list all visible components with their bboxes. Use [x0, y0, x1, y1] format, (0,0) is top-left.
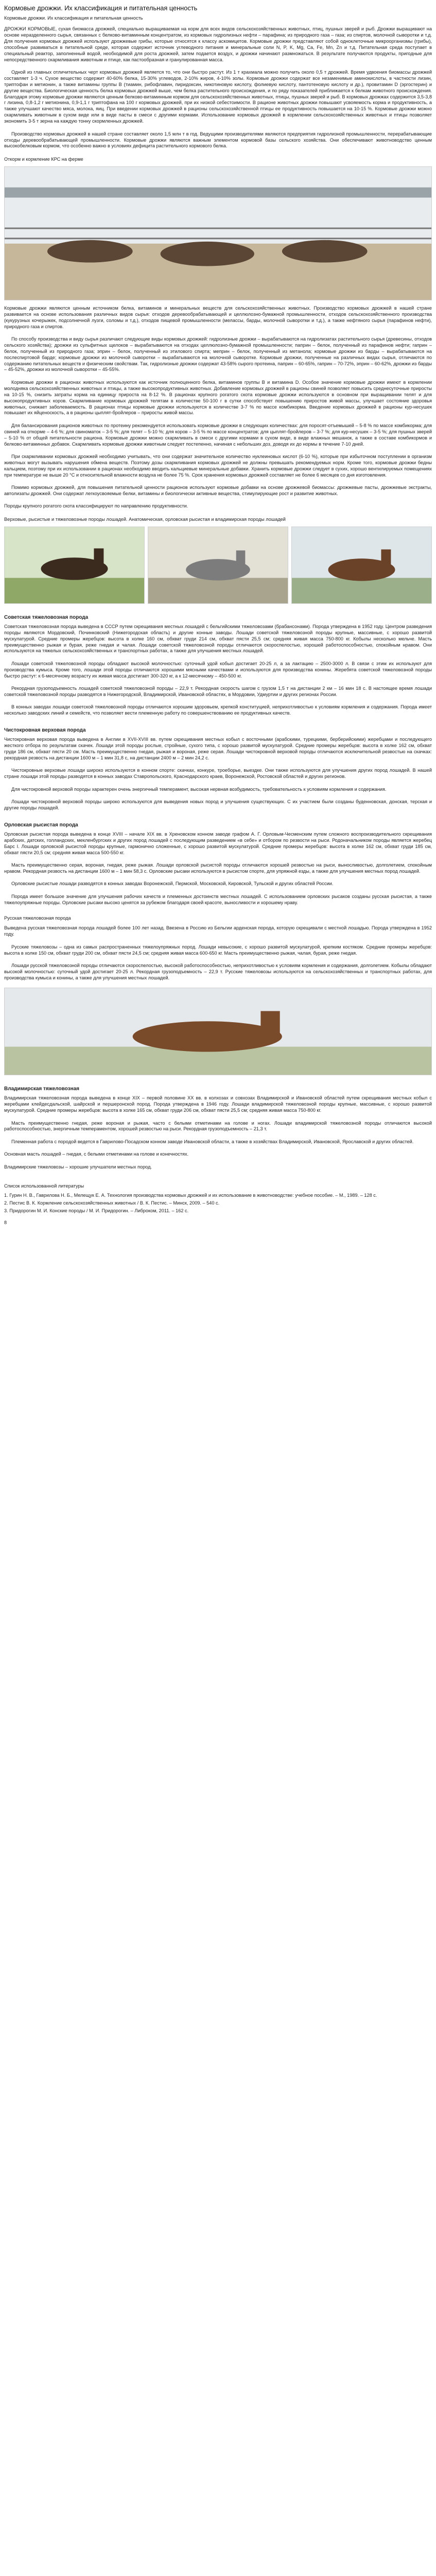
intro-section [4, 26, 432, 149]
paragraph: Масть преимущественно серая, вороная, гнедая, реже рыжая. Лошади орловской рысистой породы отличаются хорошей резвостью на рыси, выносливостью, долголетием, спокойным нравом. Рекордная резвость на дистанции 1600 м – 1 мин 58,3 с. Орловские рысаки используются в рысистом спорте, для упряжной езды, а также для улучшения местных пород лошадей. [4, 862, 433, 874]
paragraph: Масть преимущественно гнедая, реже вороная и рыжая, часто с белыми отметинами на голове и ногах. Лошади владимирской тяжеловозной породы отличаются высокой работоспособностью, энергичным темпераментом, хорошей резвостью на рыси. Рекордная грузоподъемность – 21,3 т. [4, 1120, 433, 1132]
section-subheading: Русская тяжеловозная порода [4, 916, 71, 921]
paragraph: Владимирская тяжеловозная порода выведена в конце XIX – первой половине XX вв. в колхозах и совхозах Владимирской и Ивановской областей путем скрещивания местных кобыл с жеребцами клейдесдальской, шайрской и першеронской пород. Порода утверждена в 1946 году. Лошади владимирской тяжеловозной породы крупные, массивные, с хорошо развитой мускулатурой. Средние промеры жеребцов: высота в холке 165 см, обхват груди 206 см, обхват пясти 25,5 см; средняя живая масса 750-800 кг. [4, 1095, 433, 1113]
paragraph: Орловские рысистые лошади разводятся в конных заводах Воронежской, Пермской, Московской, Кировской, Тульской и других областей России. [11, 881, 334, 887]
section-heading: Орловская рысистая порода [4, 822, 78, 828]
paragraph: Лошади советской тяжеловозной породы обладают высокой молочностью: суточный удой кобыл достигает 20-25 л, а за лактацию – 2500-3000 л. В связи с этим их используют для производства кумыса. Кроме того, лошади этой породы отличаются хорошими мясными качествами и используются для производства конины. Жеребята советской тяжеловозной породы быстро растут: к 6-месячному возрасту их живая масса достигает 300-320 кг, а к 12-месячному – 450-500 кг. [4, 660, 433, 679]
paragraph: В конных заводах лошади советской тяжеловозной породы отличаются хорошим здоровьем, крепкой конституцией, неприхотливостью к условиям кормления и содержания. Порода имеет несколько заводских линий и семейств, что позволяет вести племенную работу по совершенствованию ее продуктивных качеств. [4, 704, 433, 716]
paragraph: Производство кормовых дрожжей в нашей стране составляет около 1,5 млн т в год. Ведущими производителями являются предприятия гидролизной промышленности, перерабатывающие отходы деревообрабатывающей промышленности. Кормовые дрожжи являются важным элементом кормовой базы сельского хозяйства. Они обеспечивают животноводство ценным высокобелковым кормом, что особенно важно в условиях дефицита растительного кормового белка. [4, 131, 433, 149]
section-heading: Владимирская тяжеловозная [4, 1086, 80, 1092]
paragraph: Племенная работа с породой ведется в Гаврилово-Посадском конном заводе Ивановской области, а также в хозяйствах Владимирской, Ивановской, Ярославской и других областей. [11, 1139, 414, 1144]
page-title: Кормовые дрожжи. Их классификация и питательная ценность [4, 4, 198, 12]
horse-photo [148, 527, 288, 604]
sources-heading: Список использованной литературы [4, 1183, 84, 1189]
paragraph: Советская тяжеловозная порода выведена в СССР путем скрещивания местных лошадей с бельгийскими тяжеловозами (брабансонами). Порода утверждена в 1952 году. Центром разведения породы являются Мордовский, Починковский (Нижегородская область) и другие конные заводы. Лошади советской тяжеловозной породы крупные, массивные, с хорошо развитой мускулатурой. Средние промеры жеребцов: высота в холке 160 см, обхват груди 214 см, обхват пясти 25,5 см; средняя живая масса 750-800 кг. Кобылы несколько мельче. Масть преимущественно рыжая и бурая, реже гнедая и чалая. Лошади советской тяжеловозной породы отличаются скороспелостью, хорошей работоспособностью, спокойным нравом. Они используются на тяжелых сельскохозяйственных и транспортных работах, а также для улучшения местных лошадей. [4, 623, 433, 654]
figure-horses [4, 527, 432, 604]
paragraph: ДРОЖЖИ КОРМОВЫЕ, сухая биомасса дрожжей, специально выращиваемая на корм для всех видов сельскохозяйственных животных, птиц, пушных зверей и рыб. Дрожжи выращивают на основе неразделенного сырья, связанных с белково-витаминным концентратом, из кормовых гидролизных нефти – парафина; из природного газа – газа; из спиртов, молочной сыворотки и т.д. Для получения кормовых дрожжей используют дрожжевые грибы, которые относятся к классу аскомицетов. Кормовые дрожжи представляют собой одноклеточные микроорганизмы (грибы), способные развиваться в питательной среде, которая содержит источник углеводного питания и минеральные соли N, P, K, Mg, Ca, Fe, Mn, Zn и т.д. Питательная среда поступает в специальный реактор, заполненный водой, необходимой для роста дрожжей, затем подается воздух, и дрожжи начинают размножаться. В результате получаются продукты, пригодные для непосредственного скармливания животным и птице, как пастообразная и гранулированная масса. [4, 26, 433, 62]
paragraph: Для чистокровной верховой породы характерен очень энергичный темперамент, высокая нервная возбудимость, требовательность к условиям кормления и содержания. [11, 786, 387, 792]
paragraph: По способу производства и виду сырья различают следующие виды кормовых дрожжей: гидролизные дрожжи – вырабатываются на гидролизатах растительного сырья (древесины, отходов сельского хозяйства); дрожжи из сульфитных щелоков – вырабатываются на отходах целлюлозно-бумажной промышленности; паприн – белок, полученный из парафинов нефти; гаприн – белок, полученный из природного газа; эприн – белок, полученный из этилового спирта; меприн – белок, полученный из метанола; кормовые дрожжи из барды – вырабатываются на послеспиртовой барде; кормовые дрожжи из молочной сыворотки – вырабатываются на молочной сыворотке. Кормовые дрожжи, полученные на различных видах сырья, отличаются по содержанию питательных веществ и физическим свойствам. Так, гидролизные дрожжи содержат 43-58% сырого протеина, паприн – 60-65%, гаприн – 70-72%, эприн – 60-62%, дрожжи из барды – 45-52%, дрожжи из молочной сыворотки – 45-55%. [4, 336, 433, 372]
breed-section [4, 822, 432, 906]
paragraph: Лошади русской тяжеловозной породы отличаются скороспелостью, высокой работоспособностью, неприхотливостью к условиям кормления и содержания, долголетием. Кобылы обладают высокой молочностью: суточный удой достигает 20-25 л. Рекордная грузоподъемность – 22,9 т. Русские тяжеловозы используются на сельскохозяйственных и транспортных работах, для производства кумыса и конины, а также для улучшения местных лошадей. [4, 963, 433, 980]
paragraph: Орловская рысистая порода выведена в конце XVIII – начале XIX вв. в Хреновском конном заводе графом А. Г. Орловым-Чесменским путем сложного воспроизводительного скрещивания арабских, датских, голландских, мекленбургских и других пород лошадей с последующим разведением «в себе» и отбором по резвости на рыси. Родоначальником породы является жеребец Барс I. Лошади орловской рысистой породы крупные, гармонично сложенные, с хорошо развитой мускулатурой. Средние промеры жеребцов: высота в холке 162 см, обхват груди 185 см, обхват пясти 20,5 см; средняя живая масса 500-550 кг. [4, 831, 433, 855]
paragraph: Одной из главных отличительных черт кормовых дрожжей является то, что они быстро растут. Из 1 т крахмала можно получить около 0,5 т дрожжей. Время удвоения биомассы дрожжей составляет 1-3 ч. Сухое вещество содержит 40-60% белка, 15-30% углеводов, 2-10% жиров, 4-10% золы. Кормовые дрожжи содержат все незаменимые аминокислоты, в частности лизин, триптофан и метионин, а также витамины группы B (тиамин, рибофлавин, пиридоксин, никотиновую кислоту, фолиевую кислоту, пантотеновую кислоту и др.), провитамин D (эргостерин) и другие вещества. Биологическая ценность белка кормовых дрожжей выше, чем белка растительного происхождения, и по ряду показателей приближается к белкам животного происхождения. Благодаря этому кормовые дрожжи являются ценным белково-витаминным кормом для сельскохозяйственных животных, птицы, пушных зверей и рыб. В кормовых дрожжах содержится 3,5-3,8 г лизина, 0,8-1,2 г метионина, 0,9-1,1 г триптофана на 100 г кормовых дрожжей, при их низкой себестоимости. В рационе животных дрожжи повышают усвояемость корма и продуктивность, а также улучшают качество мяса, молока, яиц. При введении кормовых дрожжей в рационы сельскохозяйственной птицы ее продуктивность повышается на 10-15 %. Кормовые дрожжи можно скармливать животным в сухом виде или в виде пасты в смеси с другими кормами. Использование кормовых дрожжей в кормлении сельскохозяйственных животных и птицы позволяет экономить 3-5 т зерна на каждую тонну скормленных дрожжей. [4, 69, 433, 124]
paragraph: Помимо кормовых дрожжей, для повышения питательной ценности рационов используют кормовые добавки на основе дрожжевой биомассы: дрожжевые пасты, дрожжевые экстракты, автолизаты дрожжей. Они содержат легкоусвояемые белки, витамины и биологически активные вещества, стимулирующие рост и развитие животных. [4, 485, 433, 496]
horse-photo [291, 527, 432, 604]
figure-heavy-horse [4, 988, 432, 1075]
figure-cattle [4, 166, 432, 300]
breed-section [4, 727, 432, 811]
paragraph: Основная масть лошадей – гнедая, с белыми отметинами на голове и конечностях. [4, 1151, 189, 1157]
breed-section [4, 614, 432, 717]
paragraph: Породы крупного рогатого скота классифицируют по направлению продуктивности. [4, 503, 188, 509]
figure-caption: Верховые, рысистые и тяжеловозные породы лошадей. Анатомическая, орловская рысистая и владимирская породы лошадей [4, 516, 286, 522]
paragraph: Кормовые дрожжи являются ценным источником белка, витаминов и минеральных веществ для сельскохозяйственных животных. Производство кормовых дрожжей в нашей стране развивается на основе использования различных видов сырья: отходов деревообрабатывающей и целлюлозно-бумажной промышленности, отходов сельскохозяйственного производства (кукурузных кочерыжек, подсолнечной лузги, соломы и т.д.), отходов пищевой промышленности (мелассы, барды, молочной сыворотки и т.д.), а также нефтяного сырья (парафинов нефти), природного газа и спиртов. [4, 305, 433, 329]
paragraph: Русские тяжеловозы – одна из самых распространенных тяжелоупряжных пород. Лошади невысокие, с хорошо развитой мускулатурой, крепким костяком. Средние промеры жеребцов: высота в холке 150 см, обхват груди 200 см, обхват пясти 24,5 см; средняя живая масса 600-650 кг. Масть преимущественно рыжая, чалая, бурая, реже гнедая. [4, 944, 433, 956]
paragraph: Чистокровные верховые лошади широко используются в конном спорте: скачках, конкуре, троеборье, выездке. Они также используются для улучшения других пород лошадей. В нашей стране лошади этой породы разводятся в конных заводах Ставропольского, Краснодарского краев, Воронежской, Ростовской областей и других регионов. [4, 768, 433, 779]
page-number: 8 [4, 1219, 7, 1225]
section-heading: Советская тяжеловозная порода [4, 614, 89, 620]
paragraph: Владимирские тяжеловозы – хорошие улучшатели местных пород. [4, 1164, 152, 1170]
breed-section [4, 915, 432, 981]
page-subtitle: Кормовые дрожжи. Их классификация и питательная ценность [4, 15, 143, 21]
source-item: 1. Гурин Н. В., Гаврилова Н. Б., Мелещук Е. А. Технология производства кормовых дрожжей и их использование в животноводстве: учебное пособие. – М., 1989. – 128 с. [4, 1192, 377, 1198]
breed-section [4, 1086, 432, 1170]
section-heading: Чистокровная верховая порода [4, 727, 86, 734]
figure-caption: Откорм и кормление КРС на ферме [4, 156, 83, 162]
sources-list [4, 1192, 432, 1214]
horse-photo [4, 527, 145, 604]
main-section [4, 306, 432, 510]
paragraph: При скармливании кормовых дрожжей необходимо учитывать, что они содержат значительное количество нуклеиновых кислот (6-10 %), которые при избыточном поступлении в организм животных могут вызывать нарушения обмена веществ. Поэтому дозы скармливания кормовых дрожжей не должны превышать рекомендуемых норм. Кроме того, кормовые дрожжи бедны кальцием, поэтому при их использовании в рационах необходимо вводить кальциевые минеральные добавки. Хранить кормовые дрожжи следует в сухих, хорошо вентилируемых помещениях при температуре не выше 20 °С и относительной влажности воздуха не более 75 %. Срок хранения кормовых дрожжей составляет не более 6 месяцев со дня изготовления. [4, 453, 433, 478]
paragraph: Для балансирования рационов животных по протеину рекомендуется использовать кормовые дрожжи в следующих количествах: для поросят-отъемышей – 5-8 % по массе комбикорма; для свиней на откорме – 4-6 %; для свиноматок – 3-5 %; для телят – 5-10 %; для коров – 3-5 % по массе концентратов; для цыплят-бройлеров – 3-7 %; для кур-несушек – 3-5 %; для пушных зверей – 5-10 % от общей питательности рациона. Кормовые дрожжи можно скармливать в смеси с другими кормами в сухом виде, в виде влажных мешанок, а также в составе комбикормов и белково-витаминных добавок. Скармливать кормовые дрожжи животным следует постепенно, начиная с небольших доз, доводя их до нормы в течение 7-10 дней. [4, 422, 433, 447]
document [0, 0, 436, 1226]
source-item: 2. Пестис В. К. Кормление сельскохозяйственных животных / В. К. Пестис. – Минск, 2009. – 540 с. [4, 1200, 220, 1206]
paragraph: Рекордная грузоподъемность лошадей советской тяжеловозной породы – 22,9 т. Рекордная скорость шагом с грузом 1,5 т на дистанции 2 км – 16 мин 18 с. В настоящее время лошади советской тяжеловозной породы разводятся в Нижегородской, Владимирской, Ивановской областях, в Мордовии, Удмуртии и других регионах России. [4, 686, 433, 697]
paragraph: Порода имеет большое значение для улучшения рабочих качеств и племенных достоинств местных лошадей. С использованием орловских рысаков созданы русская рысистая, а также тяжелоупряжные породы. Орловские рысаки высоко ценятся за рубежом благодаря своей красоте, выносливости и хорошему нраву. [4, 893, 433, 905]
paragraph: Чистокровная верховая порода выведена в Англии в XVII-XVIII вв. путем скрещивания местных кобыл с восточными (арабскими, турецкими, берберийскими) жеребцами и последующего жесткого отбора по результатам скачек. Лошади этой породы рослые, стройные, сухого типа, с хорошо развитой мускулатурой. Средние промеры жеребцов: высота в холке 162 см, обхват груди 186 см, обхват пясти 20 см. Масть преимущественно гнедая, рыжая и вороная, реже серая. Лошади чистокровной верховой породы отличаются исключительной резвостью на скачках: рекордная резвость на дистанции 1600 м – 1 мин 31,8 с, на дистанции 2400 м – 2 мин 24,2 с. [4, 737, 433, 760]
paragraph: Лошади чистокровной верховой породы широко используются для выведения новых пород и улучшения существующих. С их участием были созданы буденновская, донская, терская и другие породы лошадей. [4, 799, 433, 810]
source-item: 3. Придорогин М. И. Конские породы / М. И. Придорогин. – Либроком, 2011. – 162 с. [4, 1208, 189, 1213]
cattle-photo [4, 166, 432, 300]
paragraph: Кормовые дрожжи в рационах животных используются как источник полноценного белка, витаминов группы B и витамина D. Особое значение кормовые дрожжи имеют в кормлении молодняка сельскохозяйственных животных и птицы, а также высокопродуктивных животных. Добавление кормовых дрожжей в рационы свиней позволяет повысить среднесуточные приросты на 10-15 %, снизить затраты корма на единицу прироста на 8-12 %. В рационах крупного рогатого скота кормовые дрожжи используются в основном при выращивании телят и для высокопродуктивных коров. Скармливание кормовых дрожжей телятам в количестве 50-100 г в сутки способствует повышению приростов живой массы, улучшает состояние здоровья животных, снижает заболеваемость. В рационах птицы кормовые дрожжи используются в количестве 3-7 % по массе комбикорма. Введение кормовых дрожжей в рационы кур-несушек повышает их яйценоскость, а в рационы цыплят-бройлеров – приросты живой массы. [4, 379, 433, 416]
horse-photo [4, 988, 432, 1075]
paragraph: Выведена русская тяжеловозная порода лошадей более 100 лет назад. Ввезена в Россию из Бельгии арденская порода, которую скрещивали с местной лошадью. Порода утверждена в 1952 году. [4, 925, 433, 937]
